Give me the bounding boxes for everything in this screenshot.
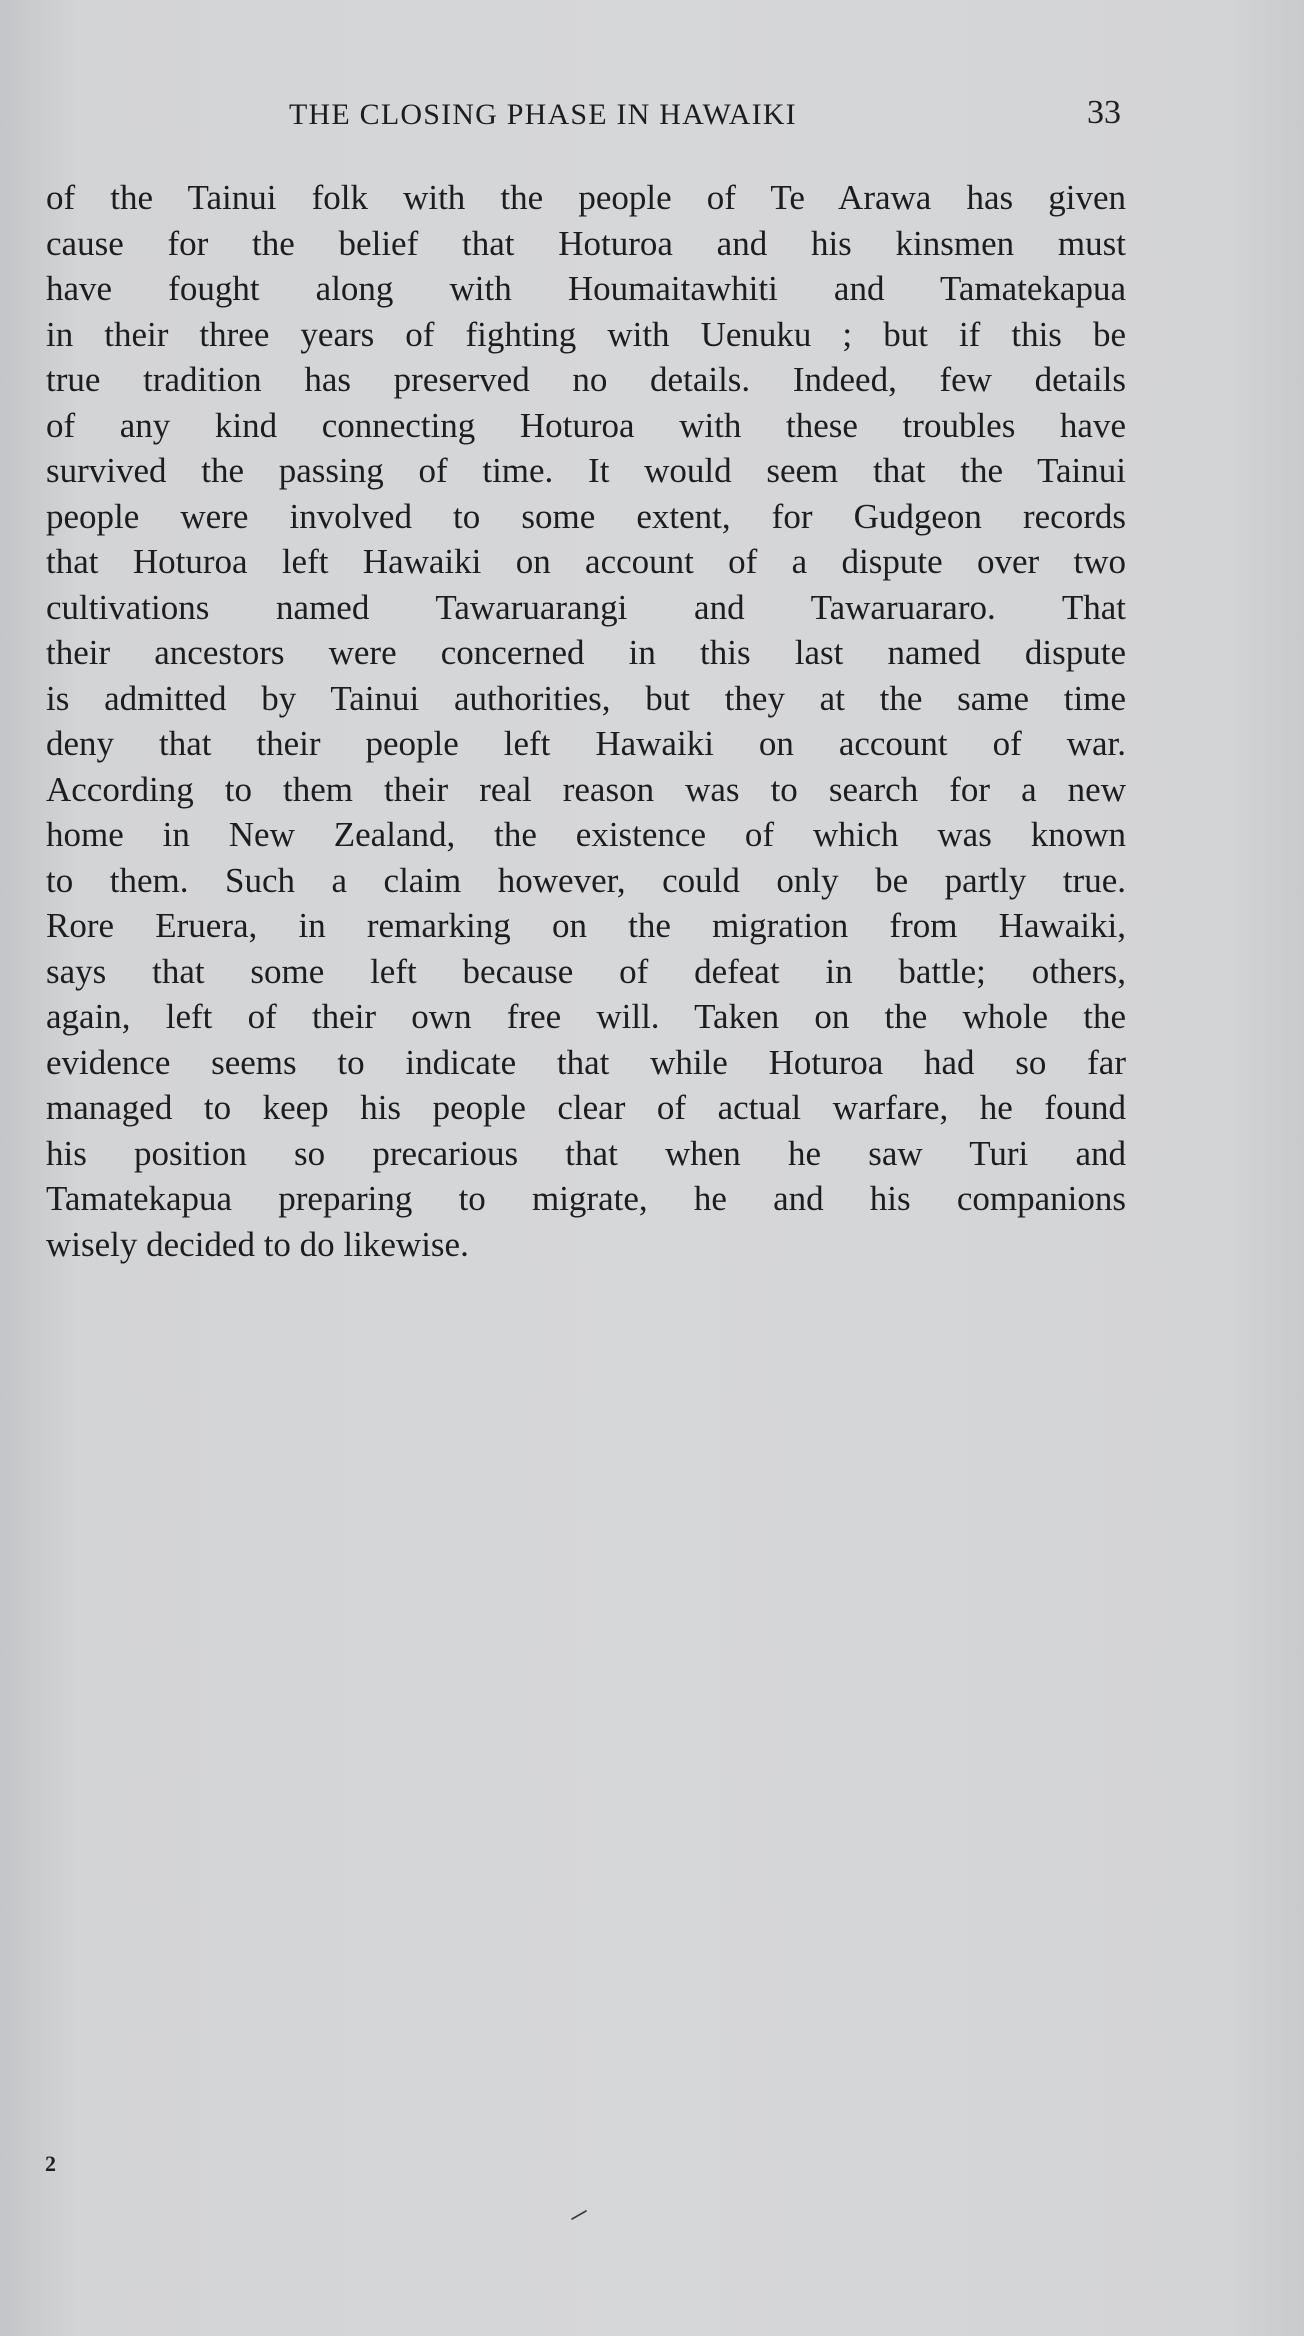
paragraph-line-last: wisely decided to do likewise. <box>46 1224 469 1264</box>
stray-pencil-mark <box>571 2210 587 2220</box>
paragraph-line: home in New Zealand, the existence of which was known <box>46 815 1126 854</box>
paragraph-line: to them. Such a claim however, could only be partly true. <box>46 860 1126 900</box>
paragraph-line: deny that their people left Hawaiki on account of war. <box>46 724 1126 763</box>
paragraph-line: in their three years of fighting with Uenuku ; but if this be <box>46 314 1126 354</box>
paragraph-line: cause for the belief that Hoturoa and his kinsmen must <box>46 223 1126 263</box>
paragraph-line: of any kind connecting Hoturoa with these troubles have <box>46 405 1126 445</box>
paragraph-line: people were involved to some extent, for Gudgeon records <box>46 496 1126 536</box>
paragraph-line: cultivations named Tawaruarangi and Tawaruararo. That <box>46 587 1126 627</box>
paragraph-line: again, left of their own free will. Taken on the whole the <box>46 997 1126 1036</box>
paragraph-line: Tamatekapua preparing to migrate, he and his companions <box>46 1179 1126 1218</box>
paragraph-line: of the Tainui folk with the people of Te Arawa has given <box>46 178 1126 217</box>
paragraph-line: that Hoturoa left Hawaiki on account of a dispute over two <box>46 542 1126 581</box>
running-head <box>0 92 1304 138</box>
paragraph-line: survived the passing of time. It would seem that the Tainui <box>46 451 1126 490</box>
paragraph-line: have fought along with Houmaitawhiti and Tamatekapua <box>46 269 1126 308</box>
paragraph-line: According to them their real reason was to search for a new <box>46 769 1126 809</box>
paragraph-line: Rore Eruera, in remarking on the migration from Hawaiki, <box>46 906 1126 945</box>
signature-mark: 2 <box>45 2151 56 2176</box>
paragraph-line: says that some left because of defeat in battle; others, <box>46 951 1126 991</box>
page-number: 33 <box>1087 94 1121 131</box>
paragraph-line: true tradition has preserved no details. Indeed, few details <box>46 360 1126 399</box>
running-title: THE CLOSING PHASE IN HAWAIKI <box>289 98 797 131</box>
paragraph-line: managed to keep his people clear of actual warfare, he found <box>46 1088 1126 1127</box>
body-paragraph <box>46 175 1126 1267</box>
paragraph-line: their ancestors were concerned in this last named dispute <box>46 633 1126 672</box>
paragraph-line: his position so precarious that when he saw Turi and <box>46 1133 1126 1173</box>
paragraph-line: is admitted by Tainui authorities, but they at the same time <box>46 678 1126 718</box>
paragraph-line: evidence seems to indicate that while Hoturoa had so far <box>46 1042 1126 1082</box>
